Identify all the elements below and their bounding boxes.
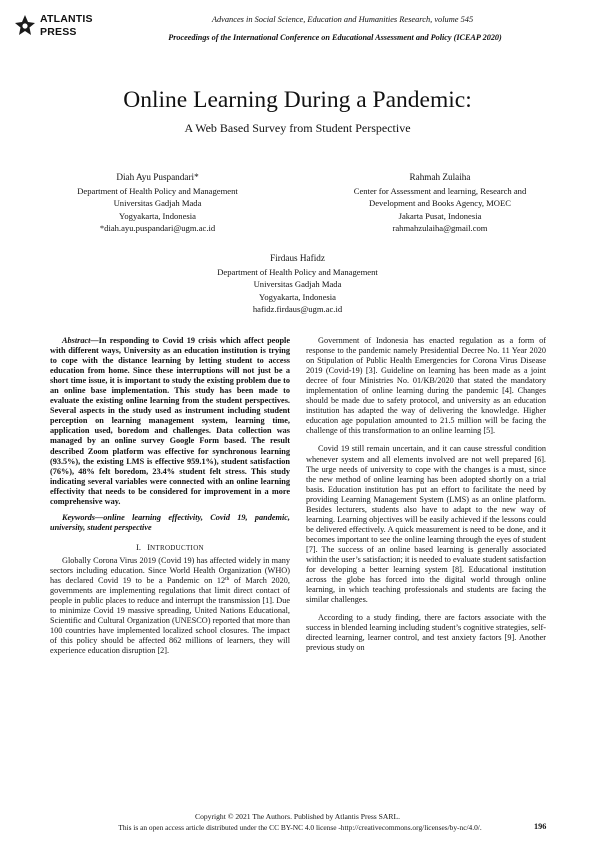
author-name: Diah Ayu Puspandari* [116,172,199,182]
body-paragraph: Government of Indonesia has enacted regulation as a form of response to the pandemic namely Presidential Decree No. 11 Year 2020 on Stipulation of Public Health Emergencies for Corona Virus Disease 2019 (Covid-19) [3]. Guideline on learning has been made as a joint decree of four Ministries No. 01/KB/2020 that stated the mandatory implementation of online learning during the pandemic [4]. Changes should be made due to safety protocol, and university as an education institution has adapted the way of delivering the knowledge. Higher education age population amounted to 21.5 million will be facing the challenge of this transformation to an online learning [5]. [306,336,546,436]
journal-running-head: Advances in Social Science, Education and Humanities Research, volume 545 [211,15,474,24]
left-column [50,336,290,656]
section-heading [50,543,290,553]
author-email: *diah.ayu.puspandari@ugm.ac.id [99,222,216,233]
author-location: Jakarta Pusat, Indonesia [398,210,482,221]
logo-text-line1: ATLANTIS [40,13,93,25]
paper-title: Online Learning During a Pandemic: [123,87,472,113]
keywords-text: —online learning effectivity, Covid 19, pandemic, university, student perspective [50,512,290,532]
author-affiliation: Department of Health Policy and Management [77,186,238,197]
publisher-logo [14,12,104,42]
author-name: Firdaus Hafidz [270,253,325,263]
author-block [50,171,265,234]
ordinal-suffix: th [225,576,230,583]
copyright-notice: Copyright © 2021 The Authors. Published by Atlantis Press SARL. [195,812,400,821]
proceedings-running-head: Proceedings of the International Conference on Educational Assessment and Policy (ICEAP 2020) [168,33,502,42]
author-location: Yogyakarta, Indonesia [119,210,196,221]
section-title-rest: NTRODUCTION [150,543,204,552]
author-affiliation: Center for Assessment and learning, Research and [353,186,527,197]
body-paragraph: According to a study finding, there are factors associate with the success in blended learning including student’s cognitive strategies, self-directed learning, learner control, and test anxiety factors [9]. Another previous study on [306,613,546,653]
author-location: Yogyakarta, Indonesia [259,291,336,302]
abstract-label: Abstract [62,336,91,345]
abstract [50,336,290,507]
abstract-text: —In responding to Covid 19 crisis which affect people with different ways, University as an education institution is trying to cope with the distance learning by letting student to access education from home. Since these interruptions will not just be a short time issue, it is important to study the existing problem due to an online base implementation. This study has been made to evaluate the existing online learning from the student perspectives. Several aspects in the study used as instrument including student perception on learning management system, learning time, application used, boredom and challenges. Data collection was managed by an online survey Google Form based. The result described Zoom platform was effective for synchronous learning (93.5%), the existing LMS is effective 959.1%), student satisfaction (76%), 48% felt boredom, 23.4% student felt stress. This study indicating several variables were connected with an online learning effectivity that needs to be considered for improvement in a more comprehensive way. [50,336,290,506]
author-block [320,171,560,234]
author-email: hafidz.firdaus@ugm.ac.id [252,303,343,314]
author-block [180,252,415,315]
author-affiliation: Universitas Gadjah Mada [113,198,202,209]
right-column [306,336,546,653]
keywords [50,513,290,533]
author-email: rahmahzulaiha@gmail.com [392,222,488,233]
author-affiliation: Universitas Gadjah Mada [253,279,342,290]
author-affiliation: Department of Health Policy and Management [217,267,378,278]
author-affiliation: Development and Books Agency, MOEC [369,198,511,209]
section-initial: I [147,542,151,552]
license-notice: This is an open access article distributed under the CC BY-NC 4.0 license -http://creativecommons.org/licenses/by-nc/4.0/. [118,823,482,832]
page-number: 196 [534,822,547,831]
paper-subtitle: A Web Based Survey from Student Perspective [184,121,411,135]
keywords-label: Keywords [62,512,95,522]
section-numeral: I. [136,542,141,552]
atlantis-logo-icon [14,14,36,36]
body-paragraph: Globally Corona Virus 2019 (Covid 19) has affected widely in many sectors including education. Since World Health Organization (WHO) has declared Covid 19 to be a Pandemic on 12th of March 2020, governments are implementing regulations that limit direct contact of people in public places to reduce and interrupt the transmission [1]. Due to minimize Covid 19 massive spreading, United Nations Educational, Scientific and Cultural Organization (UNESCO) reported that more than 100 countries have implemented localized school closures. The impact of this policy should be affected 862 millions of learners, they will experience education disruption [2]. [50,555,290,656]
logo-text-line2: PRESS [40,26,77,38]
author-name: Rahmah Zulaiha [409,172,471,182]
body-paragraph: Covid 19 still remain uncertain, and it can cause stressful condition whenever system and all elements involved are not well prepared [6]. The urge needs of university to cope with the changes is a must, since the new method of online learning has been adopted shortly on a trial basis. Education institution has put an effort to facilitate the need by providing Learning Management System (LMS) as an online platform. Besides lecturers, students also have to adapt to the new way of learning. Learning objectives will be easily achieved if the lessons could be delivered effectively. A quick measurement is need to be done, and it becomes important to see the online learning through the eyes of student [7]. The success of an online based learning is generally associated within the user’s satisfaction; it is needed to evaluate student satisfaction for developing a better learning system [8]. Educational institution across the globe has forced into the digital world through online learning, in which teaching professionals and students are facing the similar challenges. [306,444,546,605]
